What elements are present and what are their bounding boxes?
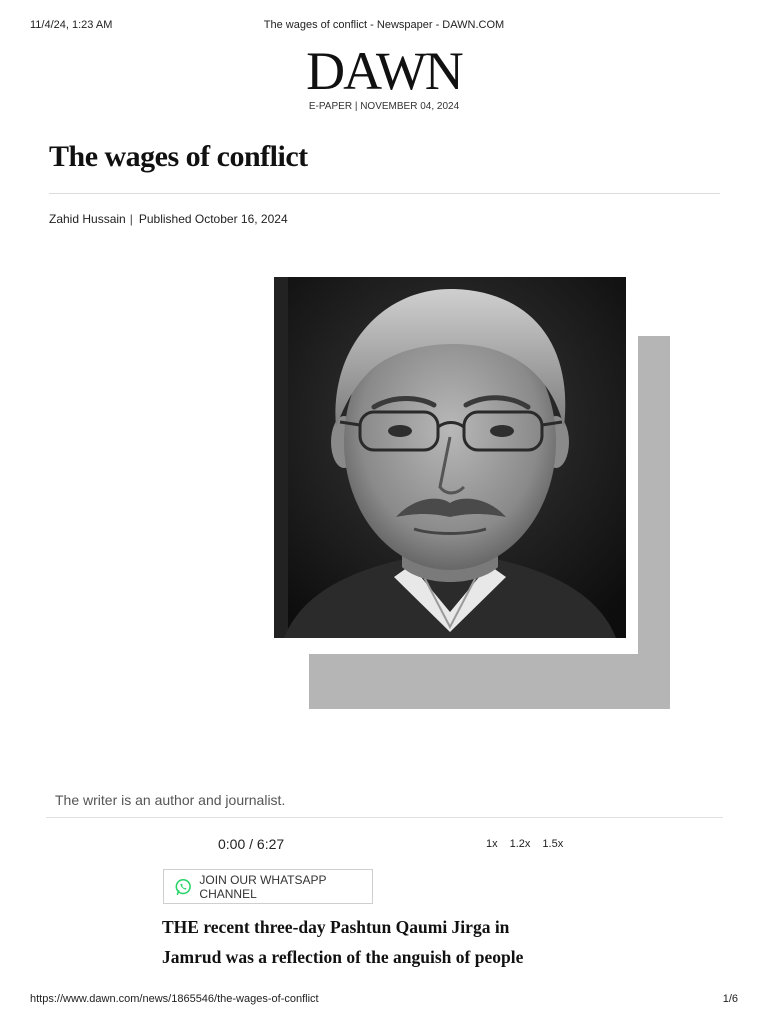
playback-speed-controls bbox=[486, 838, 563, 850]
headline-divider bbox=[49, 193, 720, 194]
whatsapp-icon bbox=[174, 877, 192, 897]
body-line: Jamrud was a reflection of the anguish of people bbox=[162, 947, 524, 967]
audio-time: 0:00 / 6:27 bbox=[218, 836, 285, 852]
speed-1-2x-button[interactable]: 1.2x bbox=[509, 838, 531, 850]
dawn-logo[interactable]: DAWN bbox=[306, 41, 462, 101]
join-whatsapp-channel-button[interactable] bbox=[163, 869, 373, 904]
byline-separator: | bbox=[129, 212, 133, 226]
author-photo bbox=[274, 277, 626, 638]
print-page-title: The wages of conflict - Newspaper - DAWN.COM bbox=[263, 19, 505, 31]
body-line: THE recent three-day Pashtun Qaumi Jirga in bbox=[162, 917, 510, 937]
author-link[interactable]: Zahid Hussain bbox=[49, 212, 126, 226]
photo-caption: The writer is an author and journalist. bbox=[55, 792, 286, 808]
article-body bbox=[162, 912, 632, 972]
article-headline: The wages of conflict bbox=[49, 140, 308, 173]
print-datetime: 11/4/24, 1:23 AM bbox=[30, 19, 113, 31]
published-date: Published October 16, 2024 bbox=[138, 212, 288, 226]
byline bbox=[49, 212, 288, 226]
whatsapp-label: JOIN OUR WHATSAPP CHANNEL bbox=[199, 872, 327, 901]
caption-divider bbox=[46, 817, 723, 818]
print-url: https://www.dawn.com/news/1865546/the-wages-of-conflict bbox=[30, 993, 319, 1005]
speed-1-5x-button[interactable]: 1.5x bbox=[542, 838, 564, 850]
edition-date: E-PAPER | NOVEMBER 04, 2024 bbox=[308, 101, 460, 112]
print-page-number: 1/6 bbox=[722, 993, 738, 1005]
speed-1x-button[interactable]: 1x bbox=[486, 838, 498, 850]
